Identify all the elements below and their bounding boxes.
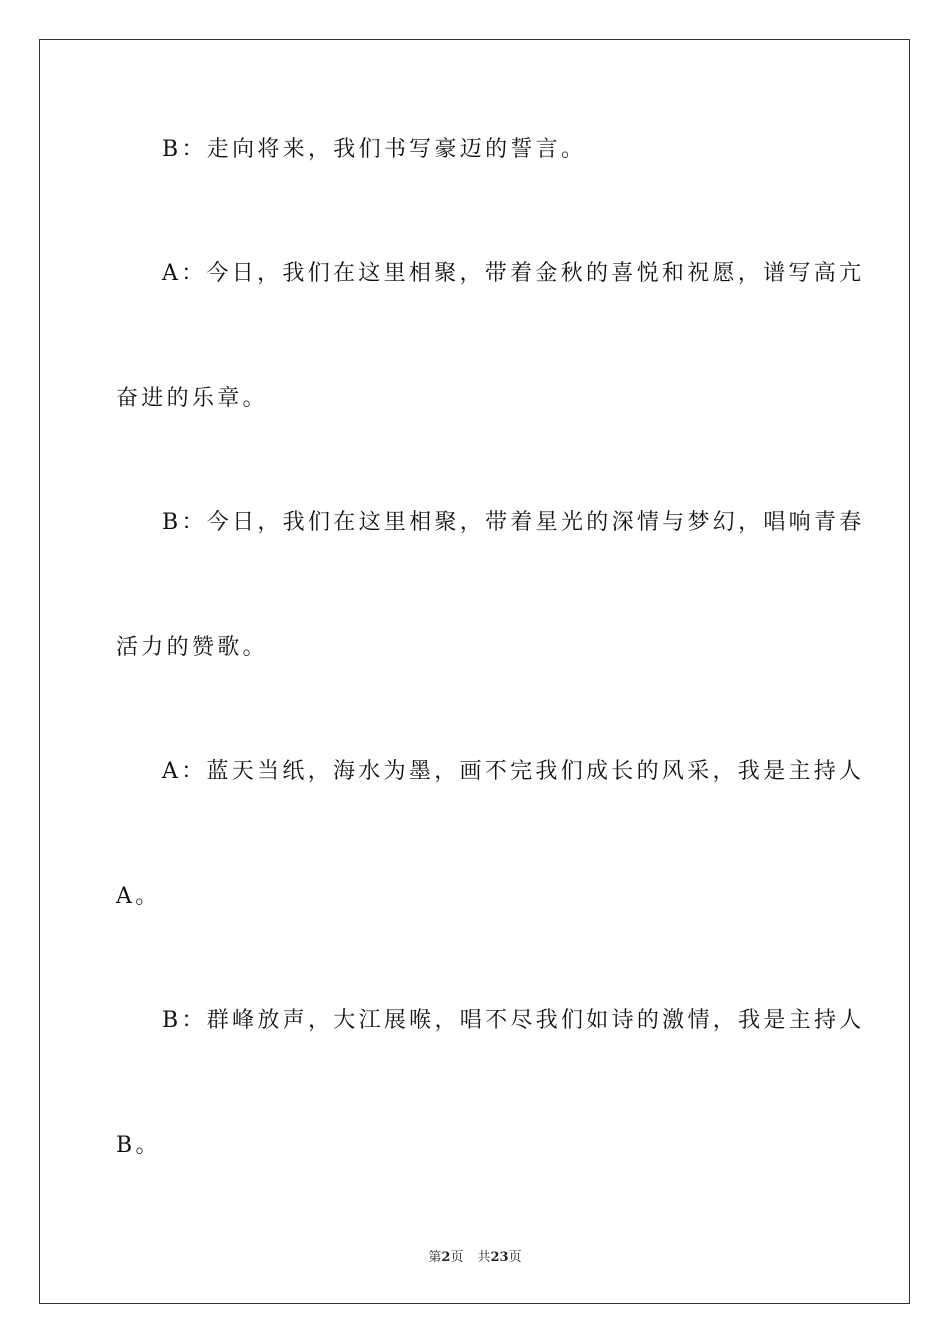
paragraph-line-9: B。 xyxy=(116,1133,161,1158)
page-footer xyxy=(0,1246,950,1265)
footer-page-prefix: 第 xyxy=(428,1250,442,1265)
paragraph-line-3: 奋进的乐章。 xyxy=(116,386,268,411)
footer-total-suffix: 页 xyxy=(508,1250,522,1265)
footer-total-prefix: 共 xyxy=(477,1250,491,1265)
paragraph-line-2: A：今日，我们在这里相聚，带着金秋的喜悦和祝愿，谱写高亢 xyxy=(162,261,865,286)
footer-page-number: 2 xyxy=(441,1250,451,1265)
paragraph-line-7: A。 xyxy=(116,884,161,909)
paragraph-line-5: 活力的赞歌。 xyxy=(116,635,268,660)
footer-total-pages: 23 xyxy=(490,1250,509,1265)
paragraph-line-6: A：蓝天当纸，海水为墨，画不完我们成长的风采，我是主持人 xyxy=(162,759,865,784)
paragraph-line-8: B：群峰放声，大江展喉，唱不尽我们如诗的激情，我是主持人 xyxy=(162,1008,865,1033)
footer-page-suffix: 页 xyxy=(450,1250,464,1265)
page-border xyxy=(39,39,910,1304)
paragraph-line-4: B：今日，我们在这里相聚，带着星光的深情与梦幻，唱响青春 xyxy=(162,510,865,535)
paragraph-line-1: B：走向将来，我们书写豪迈的誓言。 xyxy=(162,137,587,162)
